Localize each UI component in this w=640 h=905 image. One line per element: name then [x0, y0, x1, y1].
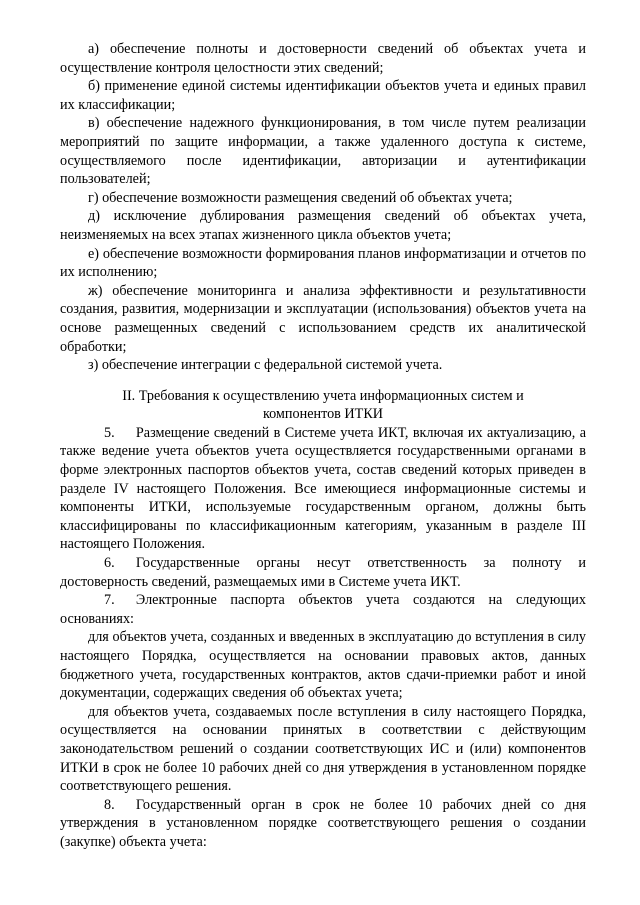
section-heading-line1: II. Требования к осуществлению учета информационных систем и [122, 387, 524, 404]
list-item-d: д) исключение дублирования размещения сведений об объектах учета, неизменяемых на всех этапах жизненного цикла объектов учета; [60, 208, 586, 243]
list-item-v: в) обеспечение надежного функционирования, в том числе путем реализации мероприятий по защите информации, а также удаленного доступа к системе, осуществляемого после идентификации, авторизации и аутентификации пользователей; [60, 115, 586, 188]
list-item-z: з) обеспечение интеграции с федеральной системой учета. [88, 357, 443, 374]
clause-7: 7. Электронные паспорта объектов учета создаются на следующих основаниях: [60, 592, 586, 627]
list-item-e: е) обеспечение возможности формирования планов информатизации и отчетов по их исполнению; [60, 245, 586, 281]
clause-5: 5. Размещение сведений в Системе учета ИКТ, включая их актуализацию, а также ведение учета объектов учета осуществляется государственными органами в форме электронных паспортов объектов учета, состав сведений которых приведен в разделе IV настоящего Положения. Все имеющиеся информационные системы и компоненты ИТКИ, используемые государственным органом, должны быть классифицированы по классификационным категориям, указанным в разделе III настоящего Положения. [60, 424, 586, 553]
list-item-b: б) применение единой системы идентификации объектов учета и единых правил их классификации; [60, 78, 586, 113]
document-page [60, 40, 586, 852]
clause-7-basis-new: для объектов учета, создаваемых после вступления в силу настоящего Порядка, осуществляется на основании принятых в соответствии с действующим законодательством решений о создании соответствующих ИС и (или) компонентов ИТКИ в срок не более 10 рабочих дней со дня утверждения в установленном порядке соответствующего решения. [60, 703, 586, 795]
section-heading-line2: компонентов ИТКИ [262, 406, 384, 423]
clause-6: 6. Государственные органы несут ответственность за полноту и достоверность сведений, размещаемых ими в Системе учета ИКТ. [60, 555, 586, 590]
list-item-zh: ж) обеспечение мониторинга и анализа эффективности и результативности создания, развития, модернизации и эксплуатации (использования) объектов учета на основе размещенных сведений с использованием средств их аналитической обработки; [60, 282, 586, 355]
list-item-g: г) обеспечение возможности размещения сведений об объектах учета; [88, 189, 513, 206]
clause-7-basis-existing: для объектов учета, созданных и введенных в эксплуатацию до вступления в силу настоящего Порядка, осуществляется на основании правовых актов, данных бюджетного учета, государственных контрактов, актов сдачи-приемки работ и иной документации, содержащих сведения об объектах учета; [60, 629, 586, 702]
section-heading [60, 387, 586, 424]
clause-8: 8. Государственный орган в срок не более 10 рабочих дней со дня утверждения в установленном порядке соответствующего решения о создании (закупке) объекта учета: [60, 796, 586, 850]
list-item-a: а) обеспечение полноты и достоверности сведений об объектах учета и осуществление контроля целостности этих сведений; [60, 41, 586, 76]
